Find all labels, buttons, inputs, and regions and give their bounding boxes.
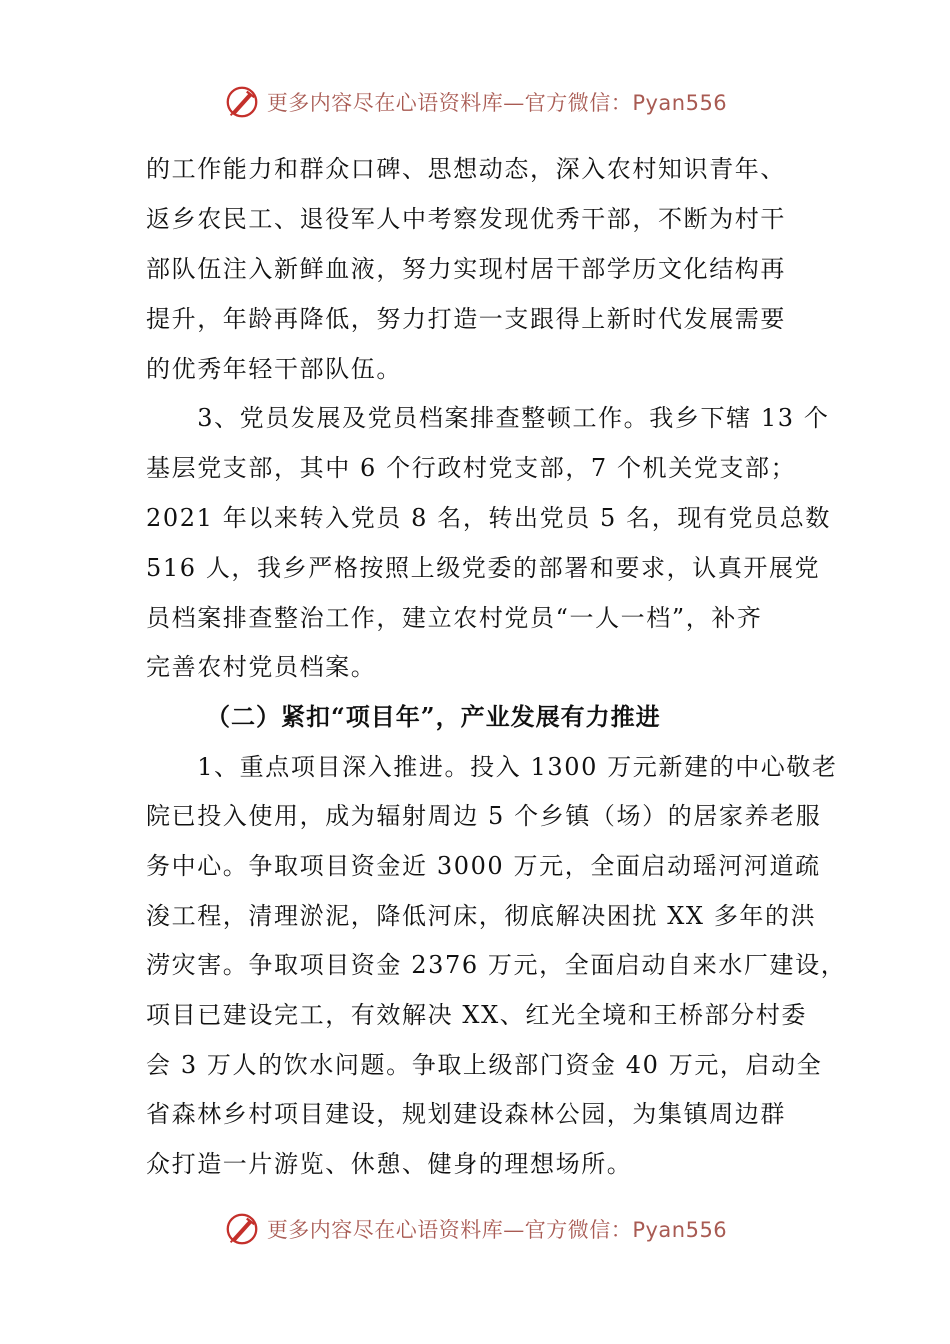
paragraph-line: 浚工程，清理淤泥，降低河床，彻底解决困扰 XX 多年的洪 [146, 902, 817, 930]
pen-circle-logo-icon [223, 1210, 261, 1248]
paragraph-line: 省森林乡村项目建设，规划建设森林公园，为集镇周边群 [146, 1100, 786, 1128]
paragraph-line: 院已投入使用，成为辐射周边 5 个乡镇（场）的居家养老服 [146, 802, 822, 830]
pen-circle-logo-icon [223, 83, 261, 121]
paragraph-line: 员档案排查整治工作，建立农村党员“一人一档”，补齐 [146, 604, 763, 632]
header-watermark [0, 82, 950, 122]
paragraph-line: 返乡农民工、退役军人中考察发现优秀干部，不断为村干 [146, 205, 786, 233]
paragraph-line: 部队伍注入新鲜血液，努力实现村居干部学历文化结构再 [146, 255, 786, 283]
paragraph-line: 众打造一片游览、休憩、健身的理想场所。 [146, 1150, 633, 1178]
paragraph-line: 的优秀年轻干部队伍。 [146, 355, 402, 383]
paragraph-line: 提升，年龄再降低，努力打造一支跟得上新时代发展需要 [146, 305, 786, 333]
paragraph-line: 完善农村党员档案。 [146, 653, 377, 681]
watermark-text: 更多内容尽在心语资料库—官方微信：Pyan556 [266, 91, 728, 115]
paragraph-line: 2021 年以来转入党员 8 名，转出党员 5 名，现有党员总数 [146, 504, 831, 532]
watermark-text: 更多内容尽在心语资料库—官方微信：Pyan556 [266, 1218, 728, 1242]
paragraph-line: 516 人，我乡严格按照上级党委的部署和要求，认真开展党 [146, 554, 821, 582]
paragraph-line: 基层党支部，其中 6 个行政村党支部，7 个机关党支部； [146, 454, 797, 482]
paragraph-line: 涝灾害。争取项目资金 2376 万元，全面启动自来水厂建设， [146, 951, 847, 979]
section-heading: （二）紧扣“项目年”，产业发展有力推进 [206, 702, 661, 731]
paragraph-line: 3、党员发展及党员档案排查整顿工作。我乡下辖 13 个 [146, 404, 830, 432]
paragraph-line: 务中心。争取项目资金近 3000 万元，全面启动瑶河河道疏 [146, 852, 821, 880]
footer-watermark [0, 1209, 950, 1249]
paragraph-line: 的工作能力和群众口碑、思想动态，深入农村知识青年、 [146, 155, 786, 183]
paragraph-line: 项目已建设完工，有效解决 XX、红光全境和王桥部分村委 [146, 1001, 807, 1029]
paragraph-line: 会 3 万人的饮水问题。争取上级部门资金 40 万元，启动全 [146, 1051, 823, 1079]
paragraph-line: 1、重点项目深入推进。投入 1300 万元新建的中心敬老 [146, 753, 838, 781]
